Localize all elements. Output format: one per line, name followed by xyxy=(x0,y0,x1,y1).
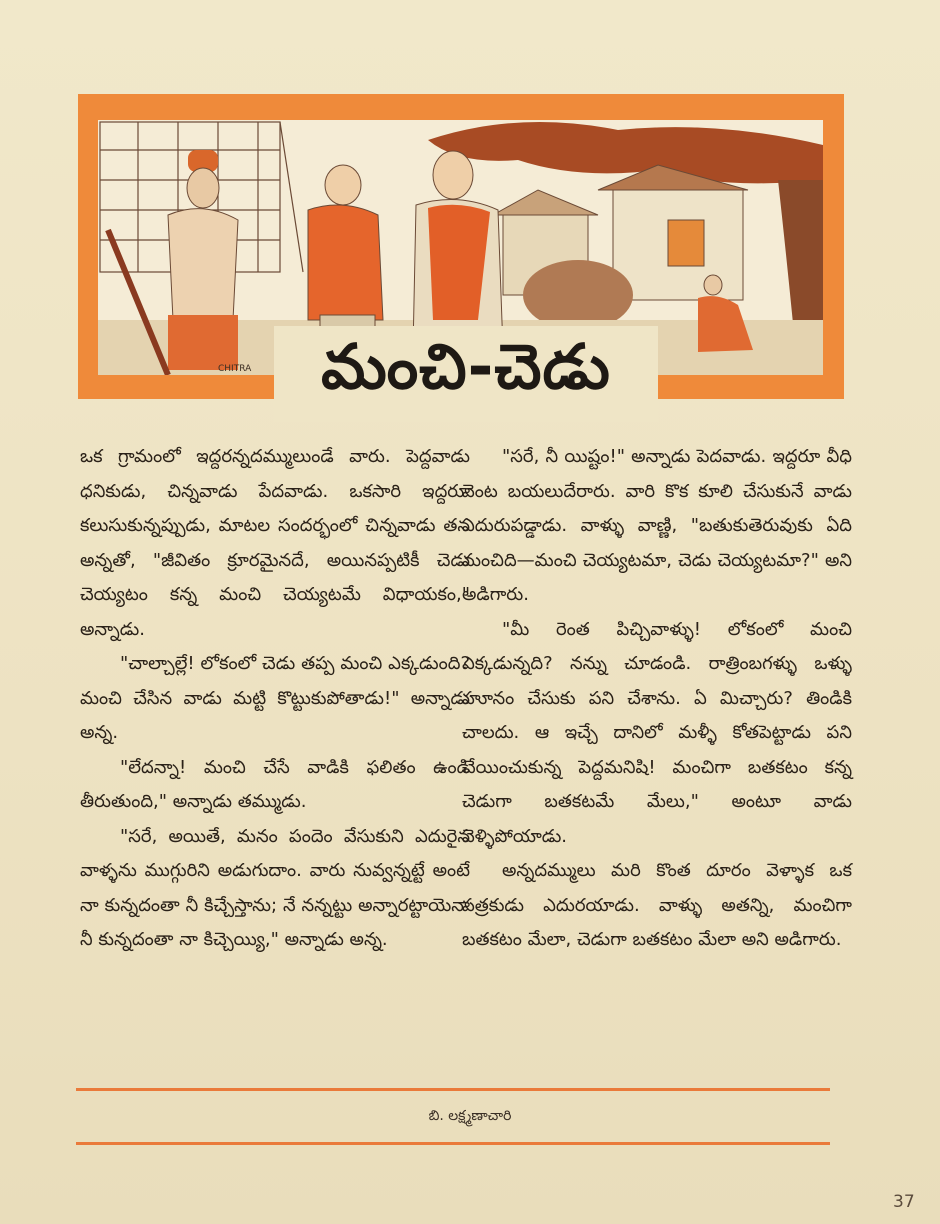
story-title-box xyxy=(274,326,658,422)
paragraph: "సరే, నీ యిష్టం!" అన్నాడు పెదవాడు. ఇద్దరూ వీధి వెంట బయలుదేరారు. వారి కొక కూలి చేసుకునే వాడు ఎదురుపడ్డాడు. వాళ్ళు వాణ్ణి, "బతుకుతెరువుకు ఏది మంచిది—మంచి చెయ్యటమా, చెడు చెయ్యటమా?" అని అడిగారు. xyxy=(462,446,852,605)
paragraph: అన్నదమ్ములు మరి కొంత దూరం వెళ్ళాక ఒక పత్రకుడు ఎదురయాడు. వాళ్ళు అతన్ని, మంచిగా బతకటం మేలా, చెడుగా బతకటం మేలా అని అడిగారు. xyxy=(462,860,852,950)
paragraph: "సరే, అయితే, మనం పందెం వేసుకుని ఎదురైన వాళ్ళను ముగ్గురిని అడుగుదాం. వారు నువ్వన్నట్టే అంటే నా కున్నదంతా నీ కిచ్చేస్తాను; నే నన్నట్టు అన్నారట్టాయెనా నీ కున్నదంతా నా కిచ్చెయ్యి," అన్నాడు అన్న. xyxy=(80,825,470,950)
story-title: మంచి-చెడు xyxy=(321,330,611,403)
author-name: బి. లక్ష్మణాచారి xyxy=(428,1108,512,1124)
right-column xyxy=(462,440,852,958)
paragraph: "చాల్చాల్లే! లోకంలో చెడు తప్ప మంచి ఎక్కడుంది? మంచి చేసిన వాడు మట్టి కొట్టుకుపోతాడు!" అన్నాడు అన్న. xyxy=(80,653,470,743)
story-header-banner xyxy=(78,94,844,403)
left-column xyxy=(80,440,470,958)
artist-signature: CHITRA xyxy=(218,364,252,374)
paragraph: ఒక గ్రామంలో ఇద్దరన్నదమ్ములుండే వారు. పెద్దవాడు ధనికుడు, చిన్నవాడు పేదవాడు. ఒకసారి ఇద్దరూ కలుసుకున్నప్పుడు, మాటల సందర్భంలో చిన్నవాడు తన అన్నతో, "జీవితం క్రూరమైనదే, అయినప్పటికీ చెడు చెయ్యటం కన్న మంచి చెయ్యటమే విధాయకం," అన్నాడు. xyxy=(80,446,470,640)
paragraph: "లేదన్నా! మంచి చేసే వాడికి ఫలితం ఉండి తీరుతుంది," అన్నాడు తమ్ముడు. xyxy=(80,756,470,812)
paragraph: "మీ రెంత పిచ్చివాళ్ళు! లోకంలో మంచి ఎక్కడున్నది? నన్ను చూడండి. రాత్రింబగళ్ళు ఒళ్ళు హూనం చేసుకు పని చేశాను. ఏ మిచ్చారు? తిండికి చాలదు. ఆ ఇచ్చే దానిలో మళ్ళీ కోతపెట్టాడు పని చేయించుకున్న పెద్దమనిషి! మంచిగా బతకటం కన్న చెడుగా బతకటమే మేలు," అంటూ వాడు వెళ్ళిపోయాడు. xyxy=(462,618,852,847)
top-divider xyxy=(76,1088,830,1091)
bottom-divider xyxy=(76,1142,830,1145)
page-number: 37 xyxy=(893,1192,915,1212)
